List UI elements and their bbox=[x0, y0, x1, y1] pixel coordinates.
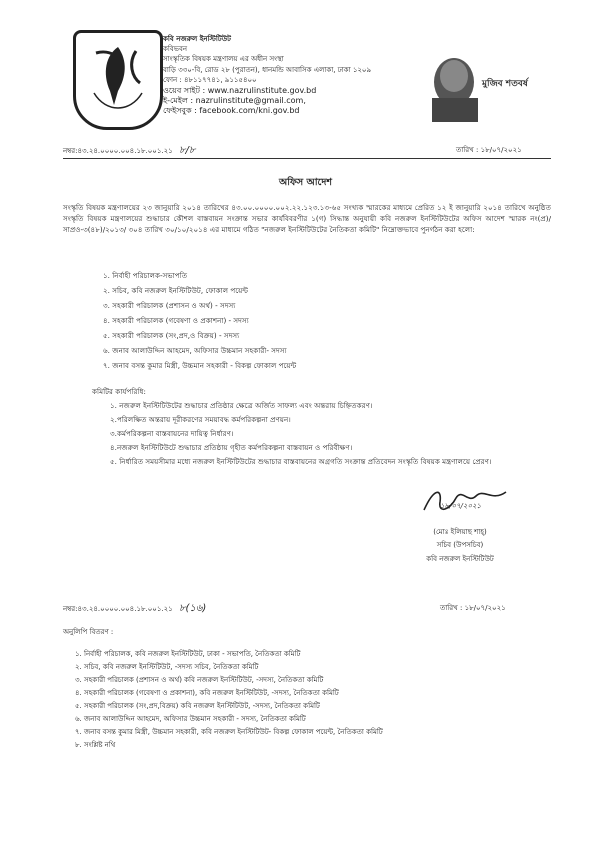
committee-item: ১. নির্বাহী পরিচালক-সভাপতি bbox=[103, 271, 188, 280]
memo-number-text: নম্বর:৪৩.২৪.০০০০.০০৪.১৮.০০১.২১ bbox=[63, 605, 173, 613]
email-line: ই-মেইল : nazrulinstitute@gmail.com, bbox=[163, 96, 306, 106]
committee-item: ৩. সহকারী পরিচালক (প্রশাসন ও অর্থ) - সদস্য bbox=[103, 301, 236, 310]
signatory-designation: সচিব (উপসচিব) bbox=[436, 541, 484, 549]
facebook-line: ফেইসবুক : facebook.com/kni.gov.bd bbox=[163, 106, 300, 116]
memo-number-top bbox=[63, 146, 195, 156]
duty-item: ৪.নজরুল ইনস্টিটিউটে শুদ্ধাচার প্রতিষ্ঠায় গৃহীত কর্মপরিকল্পনা বাস্তবায়ন ও পরিবীক্ষণ। bbox=[110, 443, 353, 452]
distribution-item: ৬. জনাব আলাউদ্দিন আহমেদ, অফিসার উচ্চমান সহকারী - সদস্য, নৈতিকতা কমিটি bbox=[75, 715, 306, 723]
institute-logo bbox=[73, 30, 163, 130]
committee-item: ২. সচিব, কবি নজরুল ইনস্টিটিউট, ফোকাল পয়েন্ট bbox=[103, 286, 249, 295]
distribution-list bbox=[75, 650, 383, 754]
handwritten-number: ৮(১৬) bbox=[178, 603, 207, 614]
signatory-name: (মোঃ ইলিয়াছ শাহ্) bbox=[433, 528, 487, 536]
date-value: ১৮/০৭/২০২১ bbox=[480, 146, 522, 154]
date-value: ১৮/০৭/২০২১ bbox=[464, 604, 506, 612]
duties-title: কমিটির কার্যপরিধি: bbox=[92, 387, 146, 396]
address-line: বাড়ি ৩৩০-বি, রোড ২৮ (পুরাতন), ধানমন্ডি আবাসিক এলাকা, ঢাকা ১২০৯ bbox=[163, 65, 372, 74]
distribution-item: ২. সচিব, কবি নজরুল ইনস্টিটিউট, -সদস্য সচিব, নৈতিকতা কমিটি bbox=[75, 663, 259, 671]
duty-item: ২.পরিলক্ষিত অন্তরায় দূরীকরণের সময়াবদ্ধ কর্মপরিকল্পনা প্রণয়ন। bbox=[110, 415, 291, 424]
duty-item: ৫. নির্ধারিত সময়সীমার মধ্যে নজরুল ইনস্টিটিউটের শুদ্ধাচার বাস্তবায়নের অগ্রগতি সংক্রান্ত প্রতিবেদন সংস্কৃতি বিষয়ক মন্ত্রণালয়ে প্রেরণ। bbox=[110, 457, 492, 466]
org-sub: কবিভবন bbox=[163, 45, 188, 54]
committee-item: ৬. জনাব আলাউদ্দিন আহমেদ, অফিসার উচ্চমান সহকারী- সদস্য bbox=[103, 346, 287, 355]
distribution-item: ৪. সহকারী পরিচালক (গবেষণা ও প্রকাশনা), কবি নজরুল ইনস্টিটিউট, -সদস্য, নৈতিকতা কমিটি bbox=[75, 689, 339, 697]
distribution-item: ৫. সহকারী পরিচালক (সং,প্রদ,বিক্রয়) কবি নজরুল ইনস্টিটিউট, -সদস্য, নৈতিকতা কমিটি bbox=[75, 702, 320, 710]
website-line: ওয়েব সাইট : www.nazrulinstitute.gov.bd bbox=[163, 85, 317, 95]
memo-date-top bbox=[456, 146, 522, 155]
duties-list bbox=[110, 400, 550, 467]
handwritten-number: ৮/৮ bbox=[178, 145, 196, 156]
mujib-borsho-portrait bbox=[422, 52, 534, 122]
memo-number-bottom bbox=[63, 604, 206, 614]
divider-line bbox=[63, 158, 551, 159]
memo-date-bottom bbox=[440, 604, 506, 613]
feather-pen-icon bbox=[76, 33, 160, 127]
duty-item: ১. নজরুল ইনস্টিটিউটের শুদ্ধাচার প্রতিষ্ঠার ক্ষেত্রে অর্জিত সাফল্য এবং অন্তরায় চিহ্নিতকরণ। bbox=[110, 401, 373, 410]
distribution-title: অনুলিপি বিতরণ : bbox=[63, 628, 114, 636]
committee-item: ৫. সহকারী পরিচালক (সং,প্রদ,ও বিক্রয়) - সদস্য bbox=[103, 331, 240, 340]
distribution-item: ৭. জনাব বসন্ত কুমার মিস্ত্রী, উচ্চমান সহকারী, কবি নজরুল ইনস্টিটিউট- বিকল্প ফোকাল পয়েন্ট, নৈতিকতা কমিটি bbox=[75, 728, 383, 736]
distribution-item: ৮. সংশ্লিষ্ট নথি bbox=[75, 741, 116, 749]
distribution-item: ১. নির্বাহী পরিচালক, কবি নজরুল ইনস্টিটিউট, ঢাকা - সভাপতি, নৈতিকতা কমিটি bbox=[75, 650, 301, 658]
committee-list bbox=[103, 270, 296, 375]
committee-item: ৪. সহকারী পরিচালক (গবেষণা ও প্রকাশনা) - সদস্য bbox=[103, 316, 249, 325]
letterhead-text bbox=[163, 35, 371, 117]
committee-item: ৭. জনাব বসন্ত কুমার মিস্ত্রী, উচ্চমান সহকারী - বিকল্প ফোকাল পয়েন্ট bbox=[103, 361, 297, 370]
order-paragraph: সংস্কৃতি বিষয়ক মন্ত্রণালয়ের ২৩ জানুয়ারি ২০১৪ তারিখের ৪৩.০০.০০০০.০০২.২২.১২৩.১৩-৬৫ সংখ্যক স্মারকের মাধ্যমে প্রেরিত ১২ ই জানুয়ারি ২০১৪ তারিখে অনুষ্ঠিত সংস্কৃতি বিষয়ক মন্ত্রণালয়ের শুদ্ধাচার কৌশল বাস্তবায়ন সংক্রান্ত সভার কার্যবিবরণীর ১(গ) সিদ্ধান্ত অনুযায়ী কবি নজরুল ইনস্টিটিউটের অফিস আদেশ স্মারক নং(প্র)/ সাপ্রও-৩(৪৮)/২০১৩/ ৩০৪ তারিখ ৩০/১০/২০১৪ এর মাধ্যমে গঠিত "নজরুল ইনস্টিটিউটের নৈতিকতা কমিটি" নিম্নোক্তভাবে পুনর্গঠন করা হলো: bbox=[63, 203, 551, 234]
signatory-office: কবি নজরুল ইনস্টিটিউট bbox=[426, 555, 494, 563]
ministry-line: সাংস্কৃতিক বিষয়ক মন্ত্রণালয় এর অধীন সংস্থা bbox=[163, 55, 284, 64]
signature-date: ১৮/০৭/২০২১ bbox=[440, 502, 482, 510]
memo-number-text: নম্বর:৪৩.২৪.০০০০.০০৪.১৮.০০১.২১ bbox=[63, 147, 173, 155]
office-order-title: অফিস আদেশ bbox=[279, 177, 332, 188]
date-label: তারিখ : bbox=[456, 146, 479, 154]
org-name: কবি নজরুল ইনস্টিটিউট bbox=[163, 35, 231, 43]
portrait-caption: মুজিব শতবর্ষ bbox=[482, 79, 528, 89]
date-label: তারিখ : bbox=[440, 604, 463, 612]
phone-line: ফোন : ৪৮১১৭৭৪১, ৯১১৫৪০০ bbox=[163, 75, 257, 84]
duty-item: ৩.কর্মপরিকল্পনা বাস্তবায়নের দায়িত্ব নির্ধারণ। bbox=[110, 429, 234, 438]
distribution-item: ৩. সহকারী পরিচালক (প্রশাসন ও অর্থ) কবি নজরুল ইনস্টিটিউট, -সদস্য, নৈতিকতা কমিটি bbox=[75, 676, 324, 684]
